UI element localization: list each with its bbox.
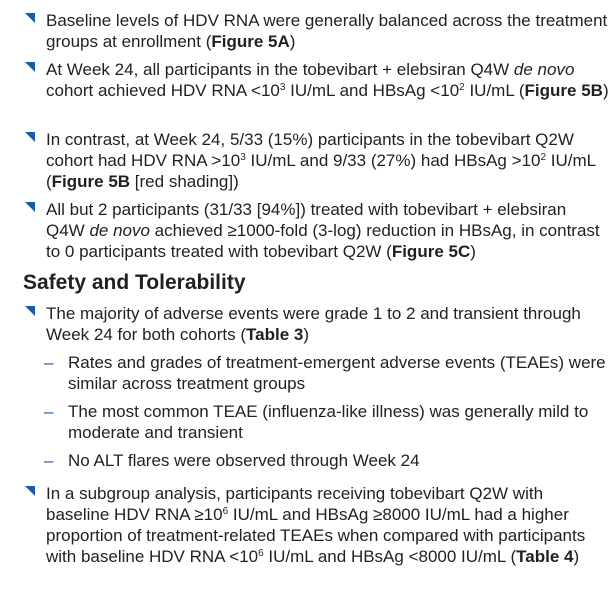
bullet-text: ) [289, 32, 296, 51]
figure-ref: Figure 5C [391, 242, 471, 261]
italic-term: de novo [513, 60, 575, 79]
bullet-text: ) [470, 242, 476, 261]
triangle-bullet-icon [25, 486, 35, 496]
bullet-week24-q4w [0, 59, 609, 101]
figure-ref: Figure 5B [51, 172, 131, 191]
sub-bullet-text: Rates and grades of treatment-emergent adverse events (TEAEs) were similar across treatment groups [68, 353, 606, 393]
triangle-bullet-icon [25, 132, 35, 142]
figure-ref: Figure 5B [524, 81, 603, 100]
bullet-text: IU/mL ( [46, 151, 596, 191]
bullet-text: achieved ≥1000-fold (3-log) reduction in HBsAg, in contrast to 0 participants treated with tobevibart Q2W ( [46, 221, 600, 261]
bullet-text: Baseline levels of HDV RNA were generally balanced across the treatment groups at enrollment ( [46, 11, 608, 51]
bullet-adverse-events [0, 303, 609, 345]
bullet-text: IU/mL ( [464, 81, 525, 100]
superscript: 3 [240, 152, 246, 163]
triangle-bullet-icon [25, 62, 35, 72]
dash-bullet-icon: – [44, 451, 54, 470]
sub-bullet-teae-rates [0, 352, 609, 394]
superscript: 2 [540, 152, 547, 163]
bullet-text: IU/mL and HBsAg <10 [285, 81, 460, 100]
bullet-text: ) [602, 81, 609, 100]
dash-bullet-icon: – [44, 353, 54, 372]
bullet-text: IU/mL and 9/33 (27%) had HBsAg >10 [245, 151, 541, 170]
bullet-text: In a subgroup analysis, participants receiving tobevibart Q2W with baseline HDV RNA ≥10 [46, 484, 544, 524]
bullet-text: ) [303, 325, 310, 344]
dash-bullet-icon: – [44, 402, 54, 421]
bullet-text: ) [573, 547, 580, 566]
superscript: 3 [279, 82, 286, 93]
bullet-text: The majority of adverse events were grade 1 to 2 and transient through Week 24 for both cohorts ( [46, 304, 581, 344]
bullet-text: At Week 24, all participants in the tobevibart + elebsiran Q4W [46, 60, 514, 79]
table-ref: Table 4 [516, 547, 574, 566]
sub-bullet-alt-flares [0, 450, 609, 471]
bullet-hbsag-reduction [0, 199, 609, 262]
superscript: 6 [258, 548, 264, 559]
bullet-text: IU/mL and HBsAg <8000 IU/mL ( [263, 547, 517, 566]
triangle-bullet-icon [25, 202, 35, 212]
bullet-text: In contrast, at Week 24, 5/33 (15%) participants in the tobevibart Q2W cohort had HDV RNA >10 [46, 130, 574, 170]
bullet-text: [red shading]) [130, 172, 239, 191]
bullet-text: cohort achieved HDV RNA <10 [46, 81, 280, 100]
bullet-week24-q2w [0, 129, 609, 192]
superscript: 2 [459, 82, 465, 93]
triangle-bullet-icon [25, 306, 35, 316]
triangle-bullet-icon [25, 13, 35, 23]
bullet-baseline-balance [0, 10, 609, 52]
bullet-subgroup-analysis [0, 483, 609, 567]
figure-ref: Figure 5A [211, 32, 290, 51]
sub-bullet-text: No ALT flares were observed through Week 24 [68, 451, 420, 470]
bullet-text: All but 2 participants (31/33 [94%]) treated with tobevibart + elebsiran Q4W [46, 200, 567, 240]
italic-term: de novo [89, 221, 150, 240]
table-ref: Table 3 [246, 325, 304, 344]
bullet-text: IU/mL and HBsAg ≥8000 IU/mL had a higher proportion of treatment-related TEAEs when compared with participants with baseline HDV RNA <10 [46, 505, 586, 566]
sub-bullet-common-teae [0, 401, 609, 443]
sub-bullet-text: The most common TEAE (influenza-like illness) was generally mild to moderate and transient [68, 402, 589, 442]
section-heading: Safety and Tolerability [23, 271, 246, 294]
superscript: 6 [222, 506, 229, 517]
